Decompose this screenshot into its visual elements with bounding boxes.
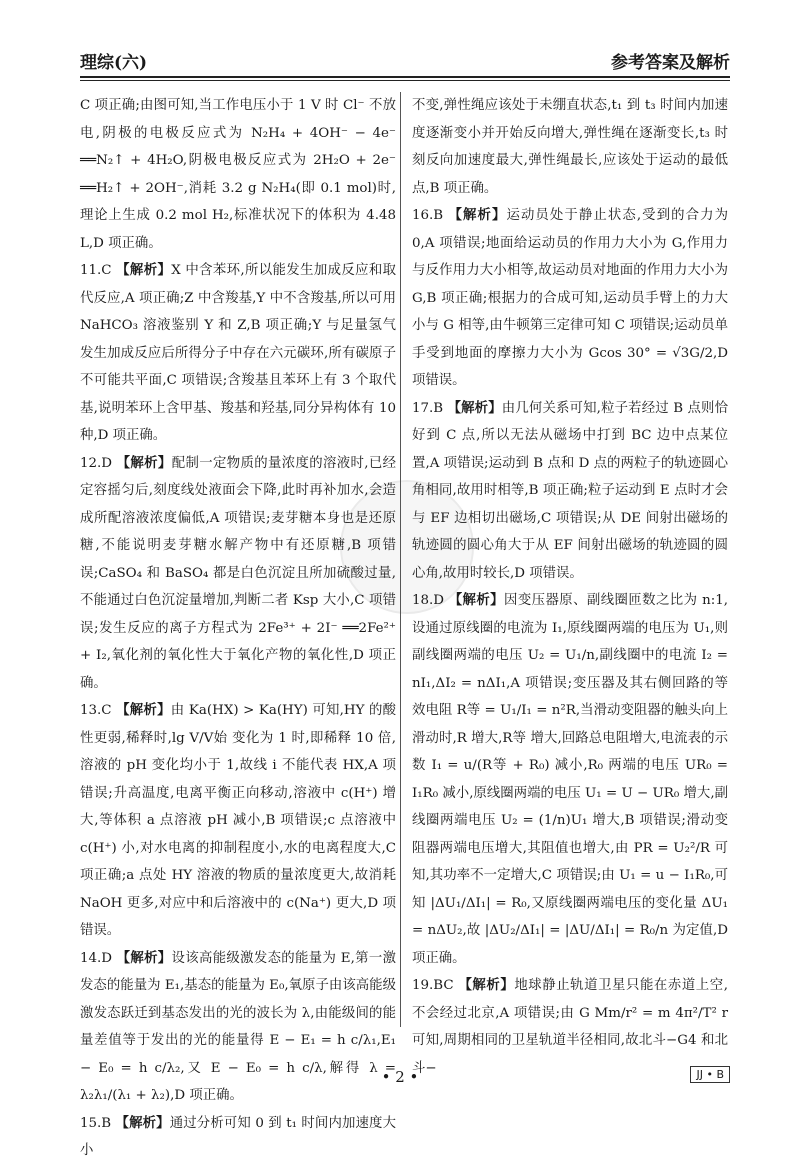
right-column [412, 92, 728, 1082]
item-number: 18. [412, 593, 434, 608]
answer-item-16 [412, 202, 728, 395]
left-column [80, 92, 396, 1165]
item-tag: 【解析】 [115, 1114, 170, 1131]
item-answer: B [433, 400, 444, 416]
item-number: 15. [80, 1115, 102, 1131]
item-tag: 【解析】 [447, 399, 502, 416]
item-answer: C [101, 263, 112, 278]
item-number: 14. [80, 950, 102, 966]
answer-item-15 [80, 1110, 396, 1165]
answer-item-cont-15 [412, 92, 728, 202]
item-answer: D [101, 455, 113, 471]
item-answer: D [101, 950, 113, 966]
item-answer: D [433, 593, 445, 608]
page-number: • 2 • [381, 1068, 419, 1086]
answer-item-19 [412, 972, 728, 1082]
header-right-title: 参考答案及解析 [611, 53, 730, 73]
column-divider [400, 92, 401, 1027]
item-number: 12. [80, 455, 102, 471]
header-left-title: 理综(六) [80, 53, 148, 73]
item-text: 不变,弹性绳应该处于未绷直状态,t₁ 到 t₃ 时间内加速度逐渐变小并开始反向增大,弹性绳在逐渐变长,t₃ 时刻反向加速度最大,弹性绳最长,应该处于运动的最低点,B 项正确。 [412, 98, 728, 196]
answer-item-12 [80, 450, 396, 698]
item-text: 由几何关系可知,粒子若经过 B 点则恰好到 C 点,所以无法从磁场中打到 BC 边中点某位置,A 项错误;运动到 B 点和 D 点的两粒子的轨迹圆心角相同,故用时相等,B 项正确;粒子运动到 E 点时才会与 EF 边相切出磁场,C 项错误;从 DE 间射出磁场的轨迹圆的圆心角大于从 EF 间射出磁场的轨迹圆的圆心角,故用时较长,D 项错误。 [412, 400, 729, 581]
item-answer: BC [433, 978, 454, 993]
item-text: X 中含苯环,所以能发生加成反应和取代反应,A 项正确;Z 中含羧基,Y 中不含羧基,所以可用 NaHCO₃ 溶液鉴别 Y 和 Z,B 项正确;Y 与足量氢气发生加成反应后所得分子中存在六元碳环,所有碳原子不可能共平面,C 项错误;含羧基且苯环上有 3 个取代基,说明苯环上含甲基、羧基和羟基,同分异构体有 10 种,D 项正确。 [80, 263, 397, 443]
item-tag: 【解析】 [458, 977, 515, 993]
item-tag: 【解析】 [116, 454, 172, 471]
answer-item-11 [80, 257, 396, 450]
item-text: 配制一定物质的量浓度的溶液时,已经定容摇匀后,刻度线处液面会下降,此时再补加水,会造成所配溶液浓度偏低,A 项错误;麦芽糖本身也是还原糖,不能说明麦芽糖水解产物中有还原糖,B 项错误;CaSO₄ 和 BaSO₄ 都是白色沉淀且所加硫酸过量,不能通过白色沉淀量增加,判断二者 Ksp 大小,C 项错误;发生反应的离子方程式为 2Fe³⁺ + 2I⁻ ══2Fe²⁺ + I₂,氧化剂的氧化性大于氧化产物的氧化性,D 项正确。 [80, 455, 396, 691]
item-number: 11. [80, 263, 102, 278]
item-text: 地球静止轨道卫星只能在赤道上空,不会经过北京,A 项错误;由 G Mm/r² = m 4π²/T² r 可知,周期相同的卫星轨道半径相同,故北斗−G4 和北斗− [412, 978, 728, 1076]
item-tag: 【解析】 [448, 207, 507, 223]
item-text: 通过分析可知 0 到 t₁ 时间内加速度大小 [80, 1115, 396, 1158]
item-answer: B [101, 1115, 112, 1131]
answer-item-17 [412, 395, 728, 588]
item-text: 由 Ka(HX) > Ka(HY) 可知,HY 的酸性更弱,稀释时,lg V/V始 变化为 1 时,即稀释 10 倍,溶液的 pH 变化均小于 1,故线 ⅰ 不能代表 HX,A 项错误;升高温度,电离平衡正向移动,溶液中 c(H⁺) 增大,等体积 a 点溶液 pH 减小,B 项错误;c 点溶液中 c(H⁺) 小,对水电离的抑制程度小,水的电离程度大,C 项正确;a 点处 HY 溶液的物质的量浓度更大,故消耗 NaOH 更多,对应中和后溶液中的 c(Na⁺) 更大,D 项错误。 [80, 703, 397, 938]
page-header [80, 48, 730, 78]
answer-item-13 [80, 697, 396, 945]
item-tag: 【解析】 [116, 949, 172, 966]
item-number: 13. [80, 703, 102, 718]
answer-item-18 [412, 587, 728, 972]
item-number: 19. [412, 978, 434, 993]
item-text: 运动员处于静止状态,受到的合力为 0,A 项错误;地面给运动员的作用力大小为 G,作用力与反作用力大小相等,故运动员对地面的作用力大小为 G,B 项正确;根据力的合成可知,运动员手臂上的力大小与 G 相等,由牛顿第三定律可知 C 项错误;运动员单手受到地面的摩擦力大小为 Gcos 30° = √3G/2,D 项错误。 [412, 208, 728, 388]
answer-item-cont-10 [80, 92, 396, 257]
item-answer: B [433, 208, 444, 223]
item-number: 16. [412, 208, 434, 223]
item-text: 因变压器原、副线圈匝数之比为 n:1,设通过原线圈的电流为 I₁,原线圈两端的电压为 U₁,则副线圈两端的电压 U₂ = U₁/n,副线圈中的电流 I₂ = nI₁,ΔI₂ = nΔI₁,A 项错误;变压器及其右侧回路的等效电阻 R等 = U₁/I₁ = n²R,当滑动变阻器的触头向上滑动时,R 增大,R等 增大,回路总电阻增大,电流表的示数 I₁ = u/(R等 + R₀) 减小,R₀ 两端的电压 UR₀ = I₁R₀ 减小,原线圈两端的电压 U₁ = U − UR₀ 增大,副线圈两端电压 U₂ = (1/n)U₁ 增大,B 项错误;滑动变阻器两端电压增大,其阻值也增大,由 PR = U₂²/R 可知,其功率不一定增大,C 项错误;由 U₁ = u − I₁R₀,可知 |ΔU₁/ΔI₁| = R₀,又原线圈两端电压的变化量 ΔU₁ = nΔU₂,故 |ΔU₂/ΔI₁| = |ΔU/ΔI₁| = R₀/n 为定值,D 项正确。 [412, 593, 728, 966]
item-text: 设该高能级激发态的能量为 E,第一激发态的能量为 E₁,基态的能量为 E₀,氧原子由该高能级激发态跃迁到基态发出的光的波长为 λ,由能级间的能量差值等于发出的光的能量得 E − E₁ = h c/λ₁,E₁ − E₀ = h c/λ₂,又 E − E₀ = h c/λ,解得 λ = λ₂λ₁/(λ₁ + λ₂),D 项正确。 [80, 950, 396, 1103]
header-rule-thin [80, 80, 730, 81]
item-answer: C [101, 703, 112, 718]
item-text: C 项正确;由图可知,当工作电压小于 1 V 时 Cl⁻ 不放电,阴极的电极反应式为 N₂H₄ + 4OH⁻ − 4e⁻ ══N₂↑ + 4H₂O,阴极电极反应式为 2H₂O + 2e⁻ ══H₂↑ + 2OH⁻,消耗 3.2 g N₂H₄(即 0.1 mol)时,理论上生成 0.2 mol H₂,标准状况下的体积为 4.48 L,D 项正确。 [80, 98, 396, 251]
item-tag: 【解析】 [448, 592, 504, 608]
item-tag: 【解析】 [116, 702, 171, 718]
item-tag: 【解析】 [116, 262, 172, 278]
header-rule-thick [80, 76, 730, 78]
item-number: 17. [412, 400, 434, 416]
edition-code-badge: JJ • B [690, 1066, 730, 1083]
